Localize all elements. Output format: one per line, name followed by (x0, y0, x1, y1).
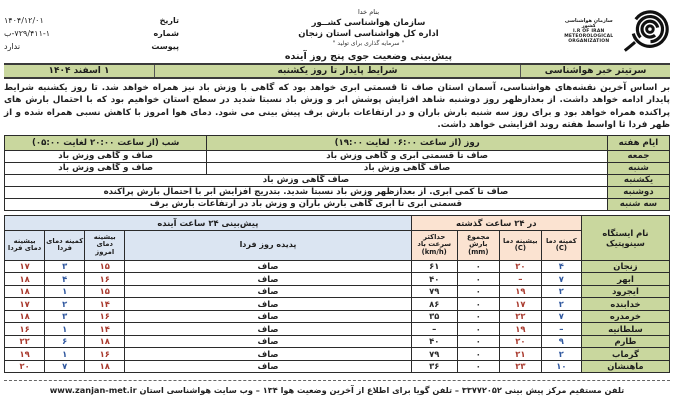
phenomenon-cell: صاف (125, 348, 411, 361)
tmin-past-cell: ۲ (541, 285, 581, 298)
wind-cell: ۷۹ (411, 348, 457, 361)
station-name-cell: ایجرود (581, 285, 669, 298)
headline-bar (4, 63, 670, 79)
website-link[interactable]: www.zanjan-met.ir (49, 385, 137, 396)
letter-meta (4, 5, 179, 53)
iran-met-logo-icon (622, 7, 670, 55)
org-block (179, 5, 558, 62)
phenomenon-cell: صاف (125, 273, 411, 286)
week-row-sunday (5, 174, 670, 186)
day-name-cell: یکشنبه (607, 174, 669, 186)
station-row (5, 335, 670, 348)
headline-text: شرایط پایدار تا روز یکشنبه (154, 65, 520, 77)
attachment-label: پیوست (151, 42, 179, 51)
attachment-row (4, 40, 179, 53)
station-name-cell: خرمدره (581, 310, 669, 323)
precip-cell: ۰ (457, 285, 499, 298)
headline-date: ۱ اسفند ۱۴۰۴ (48, 66, 110, 76)
phenomenon-cell: صاف (125, 323, 411, 336)
day-name-cell: سه شنبه (607, 198, 669, 210)
tmin-tomorrow-cell: ۲ (45, 298, 85, 311)
station-name-cell: زنجان (581, 260, 669, 273)
night-cell: صاف و گاهی وزش باد (5, 150, 207, 162)
number-label: شماره (153, 29, 179, 38)
tmax-past-cell: ۲۱ (499, 348, 541, 361)
week-header-row (5, 135, 670, 150)
logo-caption-fa: سازمان هواشناسی کشور (564, 17, 613, 29)
wind-cell: ۶۱ (411, 260, 457, 273)
precip-cell: ۰ (457, 310, 499, 323)
phenomenon-cell: صاف (125, 360, 411, 373)
tmax-today-cell: ۱۶ (85, 310, 125, 323)
precip-cell: ۰ (457, 260, 499, 273)
precip-cell: ۰ (457, 298, 499, 311)
week-row-friday (5, 150, 670, 162)
tmin-past-cell: ۹ (541, 335, 581, 348)
day-name-cell: شنبه (607, 162, 669, 174)
tmax-past-cell: ۲۲ (499, 310, 541, 323)
tmax-today-cell: ۱۸ (85, 360, 125, 373)
tmin-tomorrow-cell: ۴ (45, 273, 85, 286)
footer-contact-text: تلفن مستقیم مرکز پیش بینی ۳۳۷۷۲۰۵۲ – تلفن گویا برای اطلاع از آخرین وضعیت هوا ۱۳۴ – وب سایت هواشناسی استان (139, 385, 625, 396)
tmin-tomorrow-cell: ۳ (45, 260, 85, 273)
tmax-past-cell: – (499, 273, 541, 286)
org-name: سازمان هواشناسی کشــور (311, 18, 426, 28)
phenomenon-header: پدیده روز فردا (125, 230, 411, 260)
phenomenon-cell: صاف (125, 298, 411, 311)
tmin-past-cell: ۱۰ (541, 360, 581, 373)
full-day-cell: قسمتی ابری تا ابری گاهی بارش باران و وزش باد در ارتفاعات بارش برف (5, 198, 608, 210)
wind-cell: – (411, 323, 457, 336)
precip-cell: ۰ (457, 348, 499, 361)
tmax-past-cell: ۱۷ (499, 298, 541, 311)
station-row (5, 260, 670, 273)
past-24h-group-header: در ۲۴ ساعت گذشته (411, 215, 581, 230)
logo-caption-en2: METEOROLOGICAL (564, 33, 614, 39)
station-name-cell: ابهر (581, 273, 669, 286)
night-col-header: شب (از ساعت ۲۰:۰۰ لغایت ۰۵:۰۰) (5, 135, 207, 150)
daytime-col-header: روز (از ساعت ۰۶:۰۰ لغایت ۱۹:۰۰) (207, 135, 608, 150)
tmax-past-cell: ۱۹ (499, 323, 541, 336)
tmin-past-cell: – (541, 323, 581, 336)
number-row (4, 27, 179, 40)
tmax-past-header: بیشینه دما (C) (499, 230, 541, 260)
phenomenon-cell: صاف (125, 335, 411, 348)
document-title: پیش‌بینی وضعیت جوی پنج روز آینده (284, 51, 453, 62)
wind-cell: ۸۶ (411, 298, 457, 311)
day-name-cell: جمعه (607, 150, 669, 162)
tmax-tomorrow-cell: ۲۰ (5, 360, 45, 373)
tmax-today-cell: ۱۸ (85, 335, 125, 348)
tmax-past-cell: ۲۳ (499, 360, 541, 373)
org-logo (558, 5, 670, 55)
tmin-past-cell: ۲ (541, 348, 581, 361)
precip-cell: ۰ (457, 335, 499, 348)
forecast-summary: بر اساس آخرین نقشه‌های هواشناسی، آسمان استان صاف تا قسمتی ابری خواهد بود که گاهی با وزش باد نیز همراه خواهد شد. تا روز یکشنبه شرایط پایدار ادامه خواهد داشت. از بعدازظهر روز دوشنبه شاهد افزایش پوشش ابر و وزش باد نسبتا شدید در سطح استان خواهیم بود که با احتمال بارش های پراکنده همراه خواهد بود و برای روز سه شنبه بارش باران و در ارتفاعات بارش برف پیش بینی می شود. دمای هوا امروز با کاهش نسبی همراه شده و از ظهر فردا تا اواسط هفته روند افزایشی خواهد داشت. (4, 83, 670, 131)
wind-cell: ۴۰ (411, 273, 457, 286)
tmin-tomorrow-cell: ۷ (45, 360, 85, 373)
station-name-cell: خدابنده (581, 298, 669, 311)
tmax-tomorrow-cell: ۱۷ (5, 260, 45, 273)
station-row (5, 285, 670, 298)
wind-header: حداکثر سرعت باد (km/h) (411, 230, 457, 260)
daytime-cell: صاف گاهی وزش باد (207, 162, 608, 174)
tmax-tomorrow-cell: ۱۶ (5, 323, 45, 336)
tmax-today-cell: ۱۶ (85, 273, 125, 286)
station-row (5, 310, 670, 323)
tmin-tomorrow-cell: ۱ (45, 348, 85, 361)
wind-cell: ۳۶ (411, 360, 457, 373)
tmax-tomorrow-cell: ۱۹ (5, 348, 45, 361)
full-day-cell: صاف گاهی وزش باد (5, 174, 608, 186)
logo-caption-en1: I.R OF IRAN (573, 28, 605, 34)
wind-cell: ۴۰ (411, 335, 457, 348)
tmin-past-cell: ۴ (541, 260, 581, 273)
tmin-tomorrow-cell: ۱ (45, 285, 85, 298)
precip-cell: ۰ (457, 323, 499, 336)
tmin-past-cell: ۲ (541, 298, 581, 311)
footer (4, 380, 670, 395)
station-name-cell: سلطانیه (581, 323, 669, 336)
daytime-cell: صاف تا قسمتی ابری و گاهی وزش باد (207, 150, 608, 162)
tmin-past-header: کمینه دما (C) (541, 230, 581, 260)
phenomenon-cell: صاف (125, 285, 411, 298)
tmax-tomorrow-cell: ۱۸ (5, 273, 45, 286)
tmax-tomorrow-cell: ۱۷ (5, 298, 45, 311)
week-row-saturday (5, 162, 670, 174)
tmin-tomorrow-cell: ۱ (45, 323, 85, 336)
wind-cell: ۳۵ (411, 310, 457, 323)
tmax-past-cell: ۱۹ (499, 285, 541, 298)
tmax-past-cell: ۲۰ (499, 335, 541, 348)
stations-subheader-row (5, 230, 670, 260)
tmin-tomorrow-cell: ۳ (45, 310, 85, 323)
tmin-past-cell: ۷ (541, 273, 581, 286)
stations-group-header-row (5, 215, 670, 230)
station-row (5, 298, 670, 311)
precip-header: مجموع بارش (mm) (457, 230, 499, 260)
tmax-tomorrow-cell: ۲۲ (5, 335, 45, 348)
number-value: ۷۲۹/۴۱۱-۱-ب (4, 29, 51, 38)
station-row (5, 323, 670, 336)
attachment-value: ندارد (4, 42, 21, 51)
tmax-today-cell: ۱۴ (85, 298, 125, 311)
station-row (5, 360, 670, 373)
station-col-header: نام ایستگاه سینوپتیک (581, 215, 669, 260)
tmin-past-cell: ۷ (541, 310, 581, 323)
weekly-forecast-table (4, 135, 670, 211)
date-row (4, 14, 179, 27)
headline-section-title: سرتیتر خبر هواشناسی (520, 65, 670, 77)
full-day-cell: صاف تا کمی ابری. از بعدازظهر وزش باد نسبتا شدید. بتدریج افزایش ابر با احتمال بارش پراکنده (5, 186, 608, 198)
stations-table (4, 215, 670, 374)
logo-caption-en3: ORGANIZATION (568, 38, 610, 44)
bismillah-text: بنام خدا (357, 8, 380, 16)
tmax-today-cell: ۱۵ (85, 260, 125, 273)
logo-caption (558, 19, 620, 44)
station-row (5, 348, 670, 361)
tmin-tomorrow-cell: ۶ (45, 335, 85, 348)
station-name-cell: طارم (581, 335, 669, 348)
date-label: تاریخ (159, 16, 179, 25)
night-cell: صاف و گاهی وزش باد (5, 162, 207, 174)
tmax-today-cell: ۱۶ (85, 348, 125, 361)
wind-cell: ۷۹ (411, 285, 457, 298)
date-value: ۱۴۰۴/۱۲/۰۱ (4, 16, 44, 25)
tmax-today-header: بیشینه دمای امروز (85, 230, 125, 260)
tmax-today-cell: ۱۴ (85, 323, 125, 336)
precip-cell: ۰ (457, 360, 499, 373)
tmax-past-cell: ۲۰ (499, 260, 541, 273)
week-row-tuesday (5, 198, 670, 210)
forecast-24h-group-header: پیش‌بینی ۲۴ ساعت آینده (5, 215, 412, 230)
station-name-cell: ماهنشان (581, 360, 669, 373)
tmax-tomorrow-header: بیشینه دمای فردا (5, 230, 45, 260)
station-name-cell: گرماب (581, 348, 669, 361)
tmax-tomorrow-cell: ۱۸ (5, 310, 45, 323)
day-col-header: ایام هفته (607, 135, 669, 150)
week-row-monday (5, 186, 670, 198)
precip-cell: ۰ (457, 273, 499, 286)
station-row (5, 273, 670, 286)
phenomenon-cell: صاف (125, 310, 411, 323)
phenomenon-cell: صاف (125, 260, 411, 273)
tmax-today-cell: ۱۵ (85, 285, 125, 298)
tmax-tomorrow-cell: ۱۸ (5, 285, 45, 298)
letterhead (4, 5, 670, 63)
office-name: اداره کل هواشناسی استان زنجان (298, 29, 439, 39)
day-name-cell: دوشنبه (607, 186, 669, 198)
tmin-tomorrow-header: کمینه دمای فردا (45, 230, 85, 260)
slogan-text: " سرمایه گذاری برای تولید " (332, 40, 405, 47)
